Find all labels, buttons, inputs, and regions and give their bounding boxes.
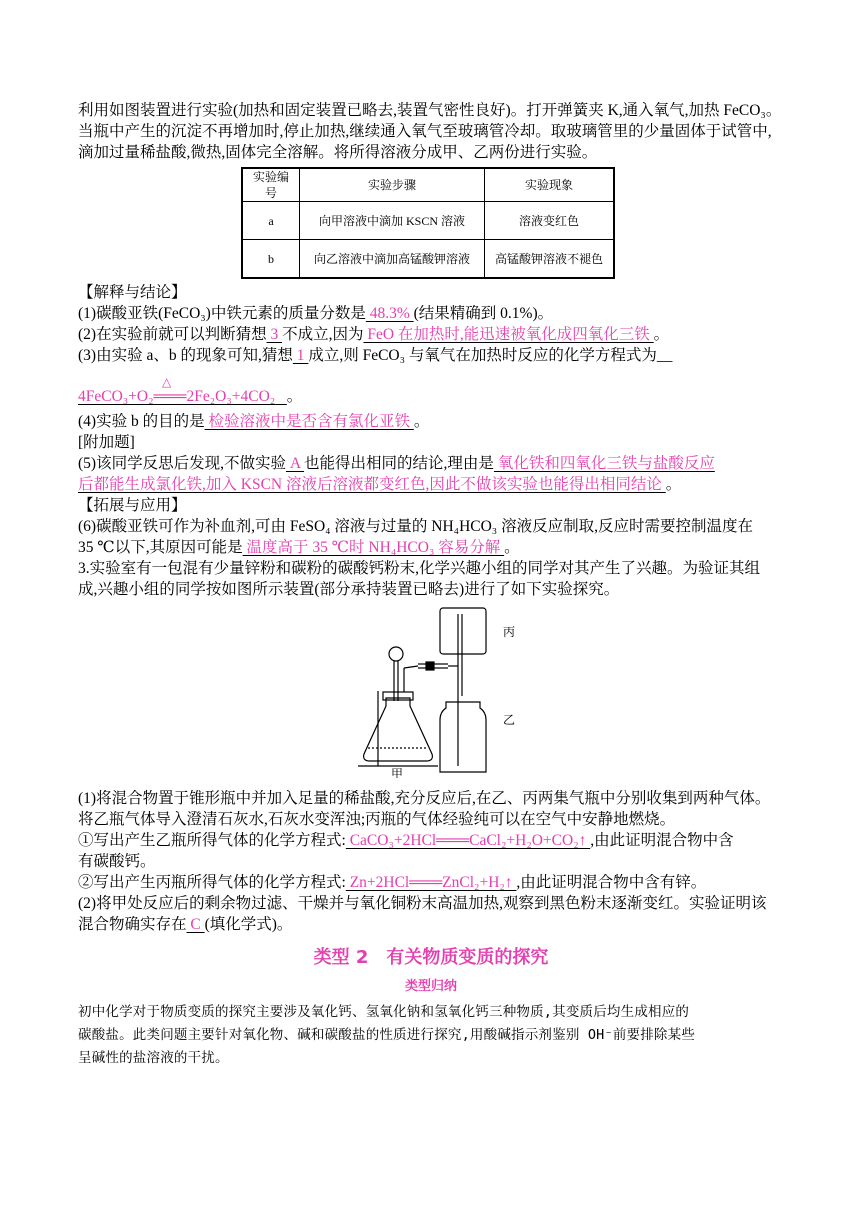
q1-answer: 48.3% bbox=[365, 305, 414, 322]
summary-line-1: 初中化学对于物质变质的探究主要涉及氧化钙、氢氧化钠和氢氧化钙三种物质,其变质后均生成相应的 bbox=[78, 1004, 690, 1020]
q6-suffix: 。 bbox=[504, 539, 520, 556]
q3-prefix: (3)由实验 a、b 的现象可知,猜想 bbox=[78, 347, 293, 364]
table-header-cell: 实验步骤 bbox=[300, 168, 485, 202]
problem-3-part-2-line-1: (2)将甲处反应后的剩余物过滤、干燥并与氧化铜粉末高温加热,观察到黑色粉末逐渐变红。实验证明该 bbox=[78, 895, 767, 912]
q4-suffix: 。 bbox=[413, 413, 430, 430]
table-header-cell: 实验编号 bbox=[242, 168, 300, 202]
c1-answer: CaCO₃+2HCl═══CaCl₂+H₂O+CO₂↑ bbox=[345, 832, 591, 849]
q6-answer: 温度高于 35 ℃时 NH₄HCO₃ 容易分解 bbox=[242, 539, 505, 556]
question-6-line-1: (6)碳酸亚铁可作为补血剂,可由 FeSO₄ 溶液与过量的 NH₄HCO₃ 溶液反应制取,反应时需要控制温度在 bbox=[78, 518, 753, 535]
intro-line-2: 当瓶中产生的沉淀不再增加时,停止加热,继续通入氧气至玻璃管冷却。取玻璃管里的少量固体于试管中, bbox=[78, 123, 772, 140]
problem-3-c1 bbox=[78, 830, 784, 851]
q3-mid: 成立,则 FeCO₃ 与氧气在加热时反应的化学方程式为 bbox=[308, 347, 657, 364]
q1-suffix: (结果精确到 0.1%)。 bbox=[413, 305, 554, 322]
c2-suffix: ,由此证明混合物中含有锌。 bbox=[516, 874, 707, 891]
problem-3-line-1: 3.实验室有一包混有少量锌粉和碳粉的碳酸钙粉末,化学兴趣小组的同学对其产生了兴趣。为验证其组 bbox=[78, 560, 761, 577]
q6-prefix: 35 ℃以下,其原因可能是 bbox=[78, 539, 243, 556]
q3-eq-left: 4FeCO₃+O₂ bbox=[78, 388, 154, 405]
q2-mid: 不成立,因为 bbox=[282, 326, 364, 343]
q2-answer-1: 3 bbox=[266, 326, 283, 343]
q1-prefix: (1)碳酸亚铁(FeCO₃)中铁元素的质量分数是 bbox=[78, 305, 366, 322]
label-bing: 丙 bbox=[503, 625, 516, 639]
equals-sign-icon: ═══ bbox=[153, 388, 187, 405]
q5-mid: 也能得出相同的结论,理由是 bbox=[304, 455, 494, 472]
summary-line-3: 呈碱性的盐溶液的干扰。 bbox=[78, 1050, 229, 1066]
question-5-cont bbox=[78, 474, 784, 495]
label-jia: 甲 bbox=[391, 767, 404, 778]
section-extra-heading: [附加题] bbox=[78, 434, 135, 451]
problem-3-part-1-line-1: (1)将混合物置于锥形瓶中并加入足量的稀盐酸,充分反应后,在乙、丙两集气瓶中分别收集到两种气体。 bbox=[78, 790, 771, 807]
question-1 bbox=[78, 303, 784, 324]
table-cell: 向乙溶液中滴加高锰酸钾溶液 bbox=[300, 240, 485, 279]
apparatus-figure bbox=[78, 606, 784, 778]
type-summary-heading: 类型归纳 bbox=[404, 979, 457, 994]
q5-answer-2b: 后都能生成氯化铁,加入 KSCN 溶液后溶液都变红色,因此不做该实验也能得出相同结论 bbox=[78, 476, 666, 493]
p32-prefix: 混合物确实存在 bbox=[78, 916, 187, 933]
apparatus-diagram bbox=[78, 606, 784, 778]
table-header-cell: 实验现象 bbox=[485, 168, 615, 202]
table-cell: b bbox=[242, 240, 300, 279]
q3-eq-right: 2Fe₂O₃+4CO₂ bbox=[186, 388, 276, 405]
bottle-bing-icon bbox=[440, 608, 486, 654]
problem-3-line-2: 成,兴趣小组的同学按如图所示装置(部分承持装置已略去)进行了如下实验探究。 bbox=[78, 581, 620, 598]
problem-3-part-2-line-2 bbox=[78, 914, 784, 935]
question-3 bbox=[78, 345, 784, 366]
question-4 bbox=[78, 411, 784, 432]
table-row bbox=[242, 240, 614, 279]
summary-line-2: 碳酸盐。此类问题主要针对氧化物、碱和碳酸盐的性质进行探究,用酸碱指示剂鉴别 OH⁻前要排除某些 bbox=[78, 1027, 696, 1043]
q3-equation bbox=[78, 375, 784, 407]
worksheet-page bbox=[78, 100, 784, 1070]
q3-equation-answer bbox=[78, 375, 287, 407]
table-header-row bbox=[242, 168, 614, 202]
p32-answer: C bbox=[186, 916, 205, 933]
question-6-line-2 bbox=[78, 537, 784, 558]
bottle-yi-icon bbox=[440, 702, 486, 772]
table-row bbox=[242, 202, 614, 240]
label-yi: 乙 bbox=[503, 713, 516, 727]
table-cell: 溶液变红色 bbox=[485, 202, 615, 240]
problem-3-part-1-line-2: 将乙瓶气体导入澄清石灰水,石灰水变浑浊;丙瓶的气体经验纯可以在空气中安静地燃烧。 bbox=[78, 811, 676, 828]
table-cell: a bbox=[242, 202, 300, 240]
c2-prefix: ②写出产生丙瓶所得气体的化学方程式: bbox=[78, 874, 346, 891]
c1-suffix: ,由此证明混合物中含 bbox=[590, 832, 734, 849]
intro-line-1: 利用如图装置进行实验(加热和固定装置已略去,装置气密性良好)。打开弹簧夹 K,通入氧气,加热 FeCO₃。 bbox=[78, 102, 782, 119]
c1-prefix: ①写出产生乙瓶所得气体的化学方程式: bbox=[78, 832, 346, 849]
q5-answer-1: A bbox=[285, 455, 305, 472]
experiment-table bbox=[241, 167, 615, 279]
table-cell: 向甲溶液中滴加 KSCN 溶液 bbox=[300, 202, 485, 240]
q5-suffix: 。 bbox=[665, 476, 682, 493]
q4-answer: 检验溶液中是否含有氯化亚铁 bbox=[204, 413, 414, 430]
problem-3-c2 bbox=[78, 872, 784, 893]
problem-3-c1-line-2: 有碳酸钙。 bbox=[78, 853, 156, 870]
q4-prefix: (4)实验 b 的目的是 bbox=[78, 413, 205, 430]
c2-answer: Zn+2HCl═══ZnCl₂+H₂↑ bbox=[345, 874, 517, 891]
q2-answer-2: FeO 在加热时,能迅速被氧化成四氧化三铁 bbox=[363, 326, 654, 343]
funnel-bulb-icon bbox=[389, 647, 403, 661]
heat-delta-icon: △ bbox=[162, 375, 172, 389]
q2-prefix: (2)在实验前就可以判断猜想 bbox=[78, 326, 267, 343]
q2-suffix: 。 bbox=[653, 326, 670, 343]
q3-answer-1: 1 bbox=[292, 347, 309, 364]
p32-suffix: (填化学式)。 bbox=[204, 916, 293, 933]
question-5 bbox=[78, 453, 784, 474]
section-explain-heading: 【解释与结论】 bbox=[78, 284, 187, 301]
section-type-2-heading: 类型 2 有关物质变质的探究 bbox=[313, 947, 549, 968]
intro-line-3: 滴加过量稀盐酸,微热,固体完全溶解。将所得溶液分成甲、乙两份进行实验。 bbox=[78, 144, 598, 161]
table-cell: 高锰酸钾溶液不褪色 bbox=[485, 240, 615, 279]
q3-eq-suffix: 。 bbox=[286, 388, 303, 405]
q5-answer-2a: 氧化铁和四氧化三铁与盐酸反应 bbox=[493, 455, 715, 472]
conical-flask-icon bbox=[364, 698, 433, 761]
q5-prefix: (5)该同学反思后发现,不做实验 bbox=[78, 455, 286, 472]
question-2 bbox=[78, 324, 784, 345]
section-extend-heading: 【拓展与应用】 bbox=[78, 497, 187, 514]
q3-tail: __ bbox=[656, 347, 673, 364]
